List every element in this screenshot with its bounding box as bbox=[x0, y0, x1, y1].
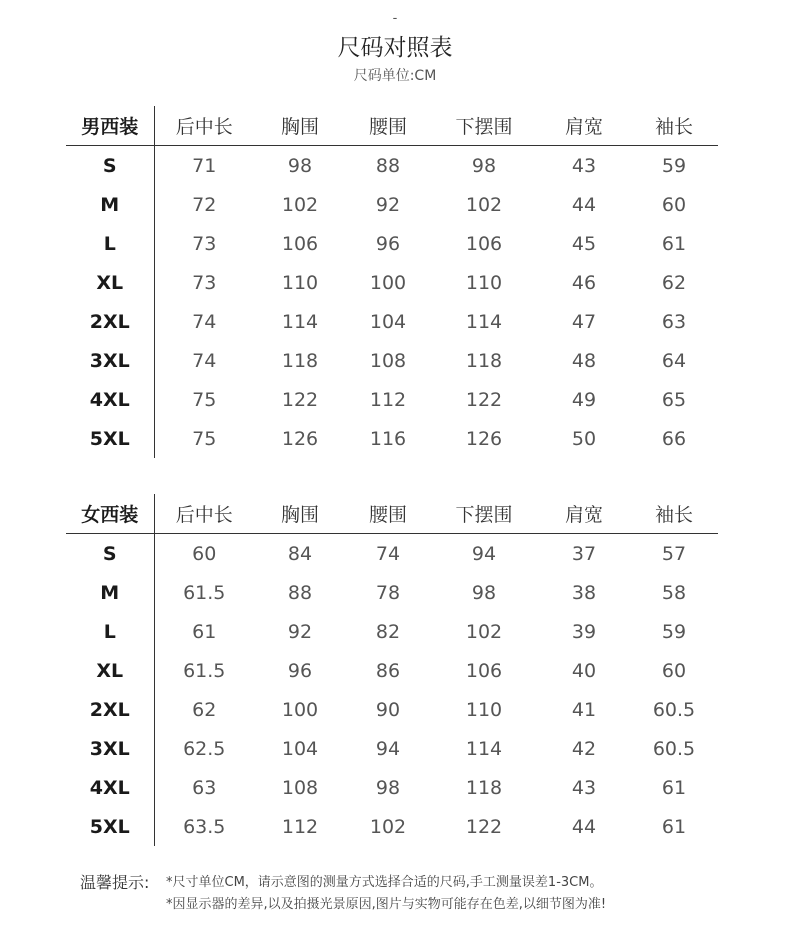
table-cell: 75 bbox=[192, 427, 217, 450]
table-cell: 100 bbox=[281, 698, 319, 721]
column-header-waist: 腰围 bbox=[346, 106, 430, 146]
table-cell: 108 bbox=[369, 349, 407, 372]
table-cell: 38 bbox=[571, 581, 597, 604]
table-cell: 61.5 bbox=[183, 659, 226, 682]
table-cell: 60.5 bbox=[652, 737, 696, 760]
column-header-chest: 胸围 bbox=[254, 106, 346, 146]
tips-label: 温馨提示: bbox=[80, 873, 150, 892]
table-row bbox=[66, 690, 718, 729]
table-cell: 118 bbox=[465, 776, 503, 799]
table-row bbox=[66, 807, 718, 846]
size-label: S bbox=[66, 534, 154, 574]
table-cell: 61.5 bbox=[183, 581, 226, 604]
table-cell: 47 bbox=[571, 310, 597, 333]
column-header-shoulder: 肩宽 bbox=[538, 494, 630, 534]
table-cell: 73 bbox=[192, 271, 217, 294]
table-cell: 110 bbox=[465, 271, 503, 294]
table-cell: 74 bbox=[192, 349, 217, 372]
column-header-back-length: 后中长 bbox=[154, 494, 254, 534]
table-cell: 106 bbox=[281, 232, 319, 255]
table-cell: 118 bbox=[465, 349, 503, 372]
table-cell: 57 bbox=[661, 542, 687, 565]
table-row bbox=[66, 768, 718, 807]
tips-line-1: *尺寸单位CM，请示意图的测量方式选择合适的尺码,手工测量误差1-3CM。 bbox=[166, 875, 603, 890]
table-cell: 116 bbox=[369, 427, 407, 450]
table-cell: 49 bbox=[571, 388, 597, 411]
table-cell: 60 bbox=[661, 659, 687, 682]
table-cell: 41 bbox=[571, 698, 597, 721]
table-cell: 118 bbox=[281, 349, 319, 372]
column-header-waist: 腰围 bbox=[346, 494, 430, 534]
table-cell: 63 bbox=[192, 776, 217, 799]
size-label: XL bbox=[66, 263, 154, 302]
women-header-row bbox=[66, 494, 718, 534]
women-size-table bbox=[66, 494, 718, 846]
men-header-row bbox=[66, 106, 718, 146]
size-label: M bbox=[66, 185, 154, 224]
table-cell: 61 bbox=[661, 776, 687, 799]
men-table-body bbox=[66, 146, 718, 459]
table-cell: 98 bbox=[287, 154, 313, 177]
size-label: M bbox=[66, 573, 154, 612]
size-label: 4XL bbox=[66, 380, 154, 419]
table-cell: 37 bbox=[571, 542, 597, 565]
table-cell: 74 bbox=[375, 542, 401, 565]
table-cell: 65 bbox=[661, 388, 687, 411]
column-header-shoulder: 肩宽 bbox=[538, 106, 630, 146]
table-row bbox=[66, 534, 718, 574]
table-cell: 126 bbox=[281, 427, 319, 450]
table-cell: 62.5 bbox=[183, 737, 226, 760]
table-cell: 59 bbox=[661, 154, 687, 177]
table-cell: 44 bbox=[571, 815, 597, 838]
size-label: 5XL bbox=[66, 807, 154, 846]
table-cell: 84 bbox=[287, 542, 313, 565]
table-row bbox=[66, 263, 718, 302]
table-cell: 63.5 bbox=[183, 815, 226, 838]
table-cell: 88 bbox=[375, 154, 401, 177]
size-label: S bbox=[66, 146, 154, 186]
page-title: 尺码对照表 bbox=[337, 35, 453, 61]
column-header-back-length: 后中长 bbox=[154, 106, 254, 146]
unit-subtitle: 尺码单位:CM bbox=[353, 68, 437, 84]
table-cell: 126 bbox=[465, 427, 503, 450]
women-table-body bbox=[66, 534, 718, 847]
table-cell: 90 bbox=[375, 698, 401, 721]
table-row bbox=[66, 419, 718, 458]
size-label: 4XL bbox=[66, 768, 154, 807]
table-row bbox=[66, 573, 718, 612]
table-cell: 42 bbox=[571, 737, 597, 760]
table-cell: 61 bbox=[661, 232, 687, 255]
table-cell: 59 bbox=[661, 620, 687, 643]
size-label: XL bbox=[66, 651, 154, 690]
table-cell: 98 bbox=[375, 776, 401, 799]
table-cell: 104 bbox=[369, 310, 407, 333]
table-cell: 88 bbox=[287, 581, 313, 604]
table-cell: 112 bbox=[369, 388, 407, 411]
table-cell: 114 bbox=[281, 310, 319, 333]
table-cell: 122 bbox=[465, 388, 503, 411]
table-cell: 96 bbox=[287, 659, 313, 682]
table-cell: 44 bbox=[571, 193, 597, 216]
women-table-label: 女西装 bbox=[66, 494, 154, 534]
table-cell: 110 bbox=[281, 271, 319, 294]
table-cell: 106 bbox=[465, 232, 503, 255]
table-cell: 86 bbox=[375, 659, 401, 682]
table-cell: 102 bbox=[465, 193, 503, 216]
table-cell: 71 bbox=[192, 154, 217, 177]
table-cell: 122 bbox=[281, 388, 319, 411]
table-cell: 82 bbox=[375, 620, 401, 643]
size-label: 2XL bbox=[66, 302, 154, 341]
table-cell: 43 bbox=[571, 776, 597, 799]
table-cell: 78 bbox=[375, 581, 401, 604]
table-row bbox=[66, 302, 718, 341]
table-row bbox=[66, 224, 718, 263]
size-label: 2XL bbox=[66, 690, 154, 729]
table-cell: 102 bbox=[281, 193, 319, 216]
table-cell: 108 bbox=[281, 776, 319, 799]
table-cell: 114 bbox=[465, 737, 503, 760]
table-cell: 50 bbox=[571, 427, 597, 450]
table-row bbox=[66, 185, 718, 224]
table-cell: 94 bbox=[471, 542, 497, 565]
column-header-sleeve: 袖长 bbox=[630, 494, 718, 534]
size-label: 3XL bbox=[66, 729, 154, 768]
size-label: L bbox=[66, 224, 154, 263]
table-cell: 64 bbox=[661, 349, 687, 372]
table-cell: 100 bbox=[369, 271, 407, 294]
table-row bbox=[66, 612, 718, 651]
table-cell: 58 bbox=[661, 581, 687, 604]
size-label: L bbox=[66, 612, 154, 651]
table-cell: 114 bbox=[465, 310, 503, 333]
table-cell: 60 bbox=[661, 193, 687, 216]
table-row bbox=[66, 146, 718, 186]
table-cell: 74 bbox=[192, 310, 217, 333]
table-cell: 102 bbox=[465, 620, 503, 643]
top-dash: - bbox=[392, 11, 398, 26]
table-cell: 72 bbox=[192, 193, 217, 216]
table-row bbox=[66, 651, 718, 690]
men-size-table bbox=[66, 106, 718, 458]
table-cell: 106 bbox=[465, 659, 503, 682]
table-cell: 102 bbox=[369, 815, 407, 838]
table-cell: 61 bbox=[192, 620, 217, 643]
column-header-hem: 下摆围 bbox=[430, 494, 538, 534]
table-cell: 104 bbox=[281, 737, 319, 760]
table-cell: 62 bbox=[661, 271, 687, 294]
table-cell: 122 bbox=[465, 815, 503, 838]
table-cell: 40 bbox=[571, 659, 597, 682]
table-row bbox=[66, 341, 718, 380]
table-cell: 62 bbox=[192, 698, 217, 721]
table-row bbox=[66, 380, 718, 419]
table-cell: 98 bbox=[471, 581, 497, 604]
table-cell: 75 bbox=[192, 388, 217, 411]
size-label: 3XL bbox=[66, 341, 154, 380]
table-cell: 60 bbox=[192, 542, 217, 565]
table-cell: 45 bbox=[571, 232, 597, 255]
table-cell: 98 bbox=[471, 154, 497, 177]
table-row bbox=[66, 729, 718, 768]
table-cell: 63 bbox=[661, 310, 687, 333]
table-cell: 60.5 bbox=[652, 698, 696, 721]
table-cell: 96 bbox=[375, 232, 401, 255]
table-cell: 39 bbox=[571, 620, 597, 643]
table-cell: 110 bbox=[465, 698, 503, 721]
table-cell: 43 bbox=[571, 154, 597, 177]
size-label: 5XL bbox=[66, 419, 154, 458]
table-cell: 48 bbox=[571, 349, 597, 372]
table-cell: 92 bbox=[287, 620, 313, 643]
table-cell: 73 bbox=[192, 232, 217, 255]
table-cell: 66 bbox=[661, 427, 687, 450]
men-table-label: 男西装 bbox=[66, 106, 154, 146]
table-cell: 61 bbox=[661, 815, 687, 838]
column-header-sleeve: 袖长 bbox=[630, 106, 718, 146]
table-cell: 94 bbox=[375, 737, 401, 760]
tips-line-2: *因显示器的差异,以及拍摄光景原因,图片与实物可能存在色差,以细节图为准! bbox=[166, 897, 607, 912]
column-header-hem: 下摆围 bbox=[430, 106, 538, 146]
column-header-chest: 胸围 bbox=[254, 494, 346, 534]
table-cell: 112 bbox=[281, 815, 319, 838]
table-cell: 46 bbox=[571, 271, 597, 294]
table-cell: 92 bbox=[375, 193, 401, 216]
